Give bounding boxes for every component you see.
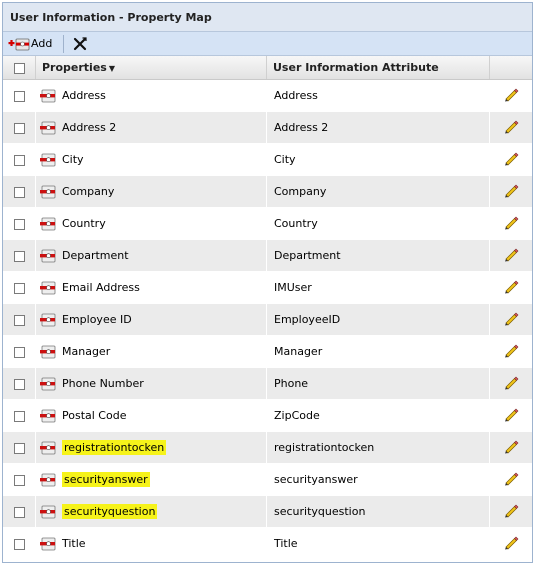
attribute-name: Country bbox=[274, 217, 318, 230]
attribute-name: registrationtocken bbox=[274, 441, 375, 454]
pencil-edit-icon[interactable] bbox=[503, 342, 519, 358]
table-row bbox=[3, 144, 532, 176]
row-checkbox[interactable] bbox=[14, 507, 25, 518]
edit-cell bbox=[490, 432, 533, 464]
attribute-cell bbox=[267, 368, 490, 400]
add-property-icon bbox=[8, 36, 30, 52]
edit-cell bbox=[490, 496, 533, 528]
row-select-cell bbox=[3, 144, 36, 176]
property-name[interactable]: City bbox=[62, 153, 84, 166]
row-checkbox[interactable] bbox=[14, 283, 25, 294]
property-name[interactable]: securityanswer bbox=[64, 473, 148, 486]
table-header-row bbox=[3, 56, 532, 80]
property-name[interactable]: Country bbox=[62, 217, 106, 230]
edit-cell bbox=[490, 368, 533, 400]
table-row bbox=[3, 80, 532, 112]
pencil-edit-icon[interactable] bbox=[503, 374, 519, 390]
table-row bbox=[3, 496, 532, 528]
table-row bbox=[3, 368, 532, 400]
property-cell bbox=[36, 112, 267, 144]
attribute-cell bbox=[267, 464, 490, 496]
attribute-cell bbox=[267, 496, 490, 528]
edit-cell bbox=[490, 80, 533, 112]
sort-desc-icon: ▼ bbox=[108, 64, 115, 73]
table-row bbox=[3, 336, 532, 368]
property-name[interactable]: Company bbox=[62, 185, 115, 198]
property-map-icon bbox=[39, 280, 57, 296]
attribute-cell bbox=[267, 432, 490, 464]
add-button[interactable] bbox=[5, 33, 55, 54]
attribute-cell bbox=[267, 272, 490, 304]
pencil-edit-icon[interactable] bbox=[503, 118, 519, 134]
table-row bbox=[3, 208, 532, 240]
pencil-edit-icon[interactable] bbox=[503, 310, 519, 326]
property-map-icon bbox=[39, 408, 57, 424]
attribute-name: City bbox=[274, 153, 296, 166]
property-name[interactable]: securityquestion bbox=[64, 505, 156, 518]
attribute-cell bbox=[267, 80, 490, 112]
property-cell bbox=[36, 336, 267, 368]
pencil-edit-icon[interactable] bbox=[503, 214, 519, 230]
row-select-cell bbox=[3, 400, 36, 432]
attribute-header-label: User Information Attribute bbox=[273, 61, 439, 74]
property-cell bbox=[36, 400, 267, 432]
property-cell bbox=[36, 176, 267, 208]
property-name[interactable]: Title bbox=[62, 537, 86, 550]
property-map-icon bbox=[39, 344, 57, 360]
attribute-name: Title bbox=[274, 537, 298, 550]
attribute-cell bbox=[267, 336, 490, 368]
attribute-name: EmployeeID bbox=[274, 313, 341, 326]
table-row bbox=[3, 240, 532, 272]
row-checkbox[interactable] bbox=[14, 123, 25, 134]
table-row bbox=[3, 400, 532, 432]
table-row bbox=[3, 528, 532, 560]
property-map-icon bbox=[39, 312, 57, 328]
attribute-name: Department bbox=[274, 249, 341, 262]
toolbar bbox=[3, 32, 532, 56]
attribute-name: Address bbox=[274, 89, 318, 102]
table-row bbox=[3, 432, 532, 464]
edit-cell bbox=[490, 112, 533, 144]
edit-cell bbox=[490, 336, 533, 368]
table-row bbox=[3, 272, 532, 304]
pencil-edit-icon[interactable] bbox=[503, 278, 519, 294]
property-cell bbox=[36, 496, 267, 528]
property-map-table bbox=[3, 56, 532, 560]
edit-cell bbox=[490, 176, 533, 208]
property-cell bbox=[36, 272, 267, 304]
edit-cell bbox=[490, 464, 533, 496]
property-cell bbox=[36, 432, 267, 464]
edit-cell bbox=[490, 528, 533, 560]
row-select-cell bbox=[3, 272, 36, 304]
select-all-header bbox=[3, 56, 36, 80]
row-checkbox[interactable] bbox=[14, 315, 25, 326]
property-cell bbox=[36, 368, 267, 400]
row-checkbox[interactable] bbox=[14, 155, 25, 166]
edit-cell bbox=[490, 400, 533, 432]
edit-cell bbox=[490, 272, 533, 304]
row-checkbox[interactable] bbox=[14, 187, 25, 198]
attribute-name: Address 2 bbox=[274, 121, 329, 134]
attribute-cell bbox=[267, 304, 490, 336]
row-select-cell bbox=[3, 304, 36, 336]
edit-cell bbox=[490, 208, 533, 240]
pencil-edit-icon[interactable] bbox=[503, 182, 519, 198]
attribute-cell bbox=[267, 240, 490, 272]
property-map-icon bbox=[39, 440, 57, 456]
row-checkbox[interactable] bbox=[14, 411, 25, 422]
property-map-icon bbox=[39, 376, 57, 392]
table-row bbox=[3, 464, 532, 496]
attribute-name: Phone bbox=[274, 377, 309, 390]
row-checkbox[interactable] bbox=[14, 219, 25, 230]
row-select-cell bbox=[3, 336, 36, 368]
attribute-cell bbox=[267, 144, 490, 176]
property-name[interactable]: registrationtocken bbox=[64, 441, 165, 454]
pencil-edit-icon[interactable] bbox=[503, 246, 519, 262]
row-select-cell bbox=[3, 112, 36, 144]
pencil-edit-icon[interactable] bbox=[503, 406, 519, 422]
row-checkbox[interactable] bbox=[14, 539, 25, 550]
add-button-label: Add bbox=[31, 37, 53, 50]
property-cell bbox=[36, 304, 267, 336]
select-all-checkbox[interactable] bbox=[14, 63, 25, 74]
row-select-cell bbox=[3, 368, 36, 400]
attribute-cell bbox=[267, 208, 490, 240]
row-checkbox[interactable] bbox=[14, 379, 25, 390]
properties-header-label: Properties bbox=[42, 61, 107, 74]
property-map-panel bbox=[2, 2, 533, 563]
edit-cell bbox=[490, 304, 533, 336]
property-name[interactable]: Employee ID bbox=[62, 313, 132, 326]
property-name[interactable]: Phone Number bbox=[62, 377, 144, 390]
attribute-name: Manager bbox=[274, 345, 323, 358]
attribute-name: IMUser bbox=[274, 281, 312, 294]
toolbar-divider bbox=[63, 35, 64, 53]
row-select-cell bbox=[3, 432, 36, 464]
row-checkbox[interactable] bbox=[14, 443, 25, 454]
property-name[interactable]: Email Address bbox=[62, 281, 140, 294]
row-checkbox[interactable] bbox=[14, 91, 25, 102]
pencil-edit-icon[interactable] bbox=[503, 502, 519, 518]
property-name[interactable]: Department bbox=[62, 249, 129, 262]
property-cell bbox=[36, 240, 267, 272]
attribute-name: Company bbox=[274, 185, 327, 198]
panel-title: User Information - Property Map bbox=[3, 3, 532, 32]
property-name[interactable]: Manager bbox=[62, 345, 111, 358]
pencil-edit-icon[interactable] bbox=[503, 470, 519, 486]
table-row bbox=[3, 112, 532, 144]
edit-column-header bbox=[490, 56, 533, 80]
property-map-icon bbox=[39, 504, 57, 520]
property-cell bbox=[36, 208, 267, 240]
row-checkbox[interactable] bbox=[14, 475, 25, 486]
table-row bbox=[3, 304, 532, 336]
row-checkbox[interactable] bbox=[14, 251, 25, 262]
edit-cell bbox=[490, 144, 533, 176]
row-checkbox[interactable] bbox=[14, 347, 25, 358]
property-name[interactable]: Postal Code bbox=[62, 409, 127, 422]
attribute-column-header[interactable] bbox=[267, 56, 490, 80]
table-row bbox=[3, 176, 532, 208]
property-name[interactable]: Address bbox=[62, 89, 106, 102]
attribute-name: securityanswer bbox=[274, 473, 358, 486]
property-cell bbox=[36, 464, 267, 496]
property-map-icon bbox=[39, 120, 57, 136]
edit-cell bbox=[490, 240, 533, 272]
properties-column-header[interactable] bbox=[36, 56, 267, 80]
attribute-cell bbox=[267, 112, 490, 144]
row-select-cell bbox=[3, 464, 36, 496]
property-map-icon bbox=[39, 248, 57, 264]
property-name[interactable]: Address 2 bbox=[62, 121, 117, 134]
attribute-cell bbox=[267, 528, 490, 560]
property-cell bbox=[36, 80, 267, 112]
pencil-edit-icon[interactable] bbox=[503, 86, 519, 102]
pencil-edit-icon[interactable] bbox=[503, 534, 519, 550]
property-map-icon bbox=[39, 216, 57, 232]
attribute-cell bbox=[267, 400, 490, 432]
property-map-icon bbox=[39, 152, 57, 168]
property-cell bbox=[36, 528, 267, 560]
property-map-icon bbox=[39, 536, 57, 552]
property-map-icon bbox=[39, 88, 57, 104]
attribute-name: securityquestion bbox=[274, 505, 366, 518]
row-select-cell bbox=[3, 80, 36, 112]
pencil-edit-icon[interactable] bbox=[503, 438, 519, 454]
property-cell bbox=[36, 144, 267, 176]
attribute-name: ZipCode bbox=[274, 409, 320, 422]
delete-button[interactable] bbox=[70, 33, 90, 54]
row-select-cell bbox=[3, 208, 36, 240]
attribute-cell bbox=[267, 176, 490, 208]
row-select-cell bbox=[3, 528, 36, 560]
row-select-cell bbox=[3, 176, 36, 208]
row-select-cell bbox=[3, 496, 36, 528]
property-map-icon bbox=[39, 472, 57, 488]
pencil-edit-icon[interactable] bbox=[503, 150, 519, 166]
row-select-cell bbox=[3, 240, 36, 272]
delete-x-icon bbox=[73, 37, 87, 51]
property-map-icon bbox=[39, 184, 57, 200]
